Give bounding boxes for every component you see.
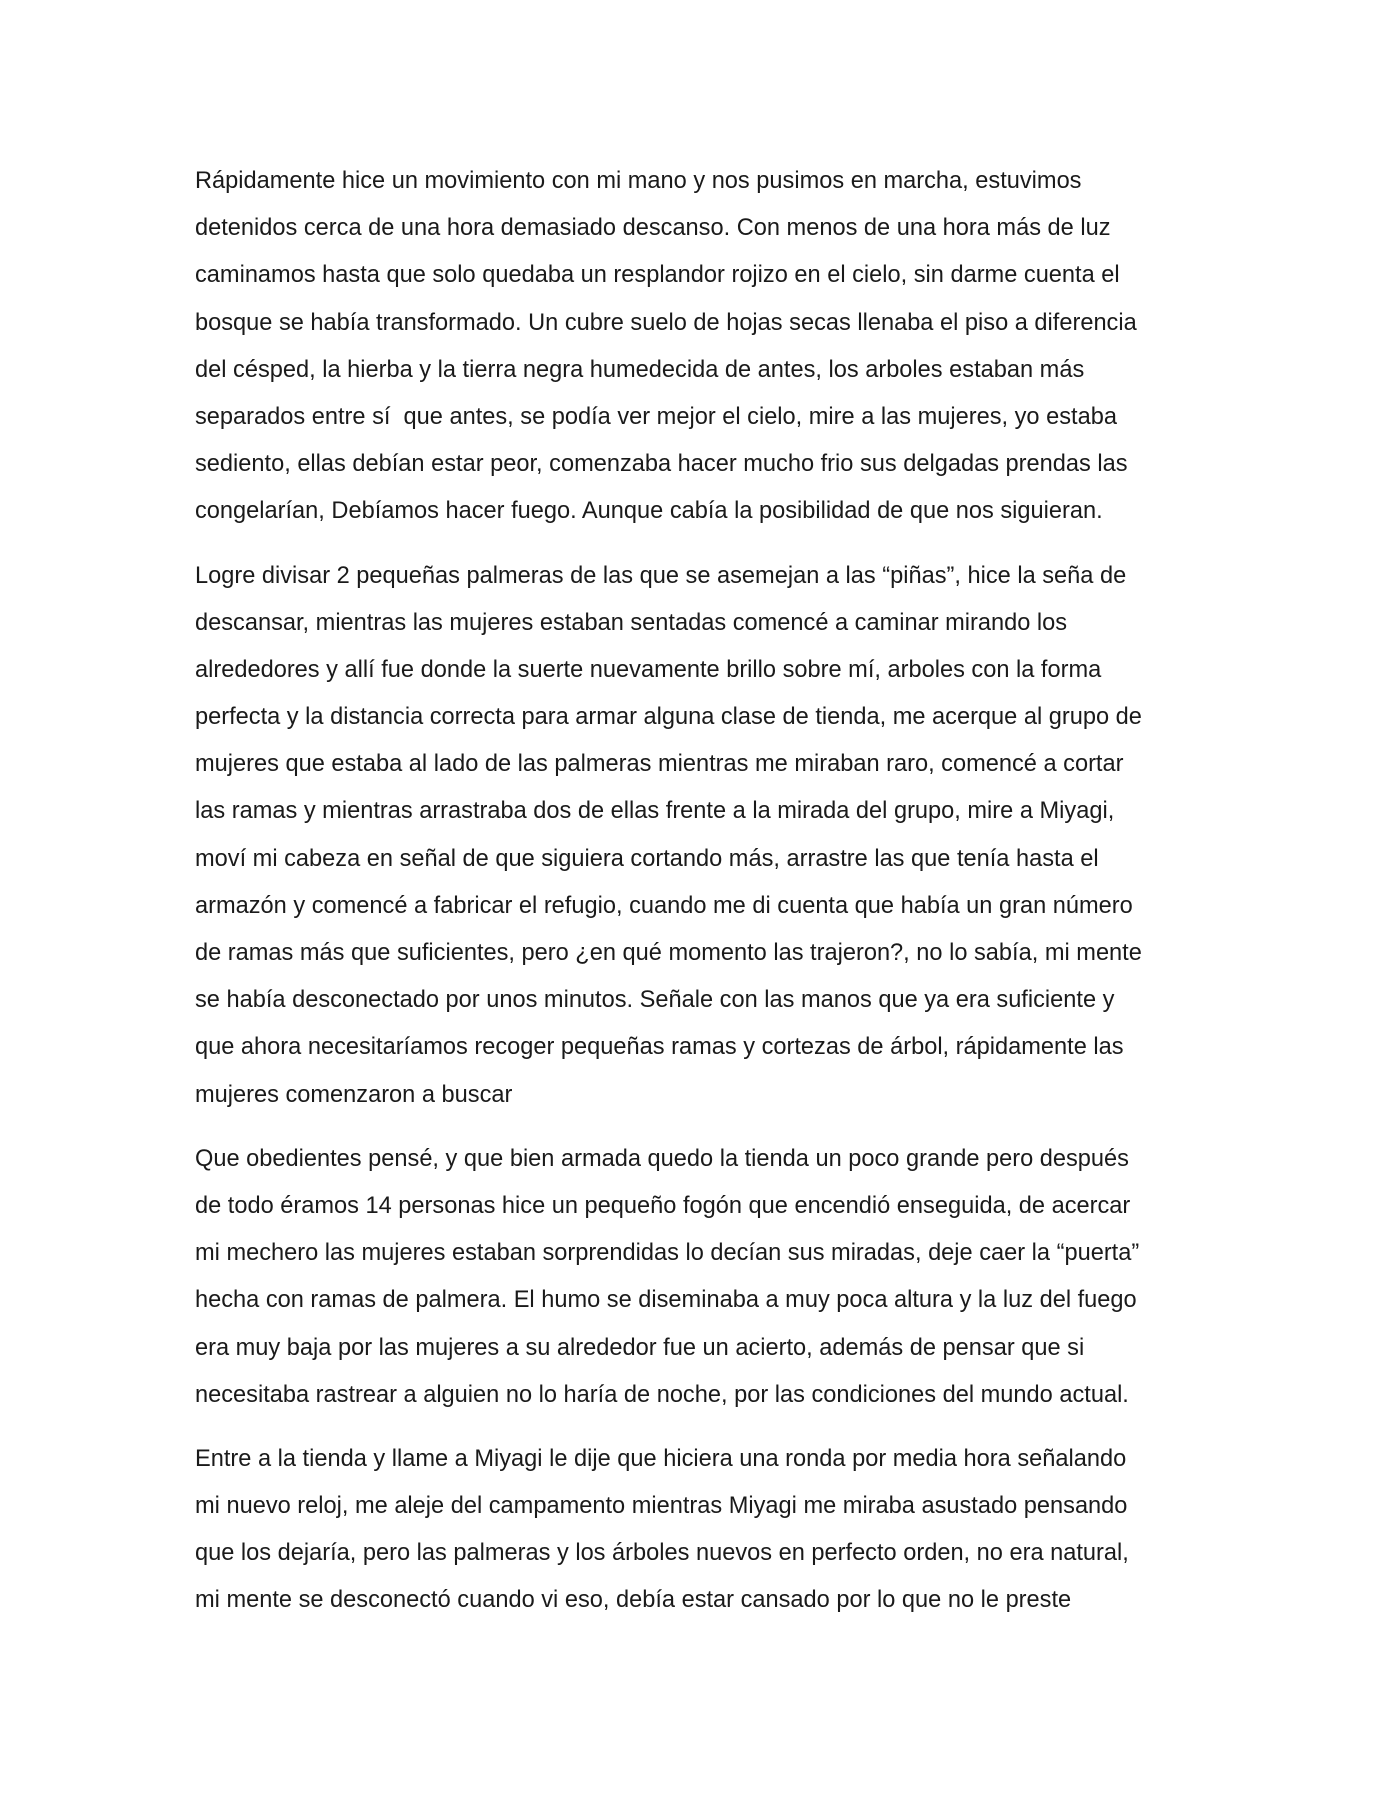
text-line: Logre divisar 2 pequeñas palmeras de las que se asemejan a las “piñas”, hice la seña de xyxy=(195,562,1127,589)
text-line: del césped, la hierba y la tierra negra humedecida de antes, los arboles estaban más xyxy=(195,356,1085,383)
text-line: alrededores y allí fue donde la suerte nuevamente brillo sobre mí, arboles con la forma xyxy=(195,656,1102,683)
text-line: mujeres que estaba al lado de las palmeras mientras me miraban raro, comencé a cortar xyxy=(195,751,1124,778)
text-line: separados entre sí que antes, se podía ver mejor el cielo, mire a las mujeres, yo estaba xyxy=(195,403,1117,430)
text-line: mi nuevo reloj, me aleje del campamento mientras Miyagi me miraba asustado pensando xyxy=(195,1493,1128,1520)
text-line: perfecta y la distancia correcta para armar alguna clase de tienda, me acerque al grupo de xyxy=(195,704,1142,731)
text-line: las ramas y mientras arrastraba dos de ellas frente a la mirada del grupo, mire a Miyagi, xyxy=(195,798,1115,825)
document-body xyxy=(195,158,1215,1642)
text-line: sediento, ellas debían estar peor, comenzaba hacer mucho frio sus delgadas prendas las xyxy=(195,451,1128,478)
text-line: hecha con ramas de palmera. El humo se diseminaba a muy poca altura y la luz del fuego xyxy=(195,1287,1137,1314)
paragraph xyxy=(195,1436,1215,1625)
text-line: Rápidamente hice un movimiento con mi mano y nos pusimos en marcha, estuvimos xyxy=(195,168,1082,194)
paragraph xyxy=(195,158,1215,536)
text-line: de ramas más que suficientes, pero ¿en qué momento las trajeron?, no lo sabía, mi mente xyxy=(195,940,1142,966)
text-line: se había desconectado por unos minutos. Señale con las manos que ya era suficiente y xyxy=(195,987,1115,1014)
text-line: mi mente se desconectó cuando vi eso, debía estar cansado por lo que no le preste xyxy=(195,1587,1072,1614)
text-line: descansar, mientras las mujeres estaban sentadas comencé a caminar mirando los xyxy=(195,609,1068,636)
text-line: necesitaba rastrear a alguien no lo haría de noche, por las condiciones del mundo actual. xyxy=(195,1381,1129,1408)
text-line: detenidos cerca de una hora demasiado descanso. Con menos de una hora más de luz xyxy=(195,215,1111,242)
text-line: caminamos hasta que solo quedaba un resplandor rojizo en el cielo, sin darme cuenta el xyxy=(195,262,1120,289)
text-line: Entre a la tienda y llame a Miyagi le dije que hiciera una ronda por media hora señalando xyxy=(195,1445,1127,1472)
text-line: congelarían, Debíamos hacer fuego. Aunque cabía la posibilidad de que nos siguieran. xyxy=(195,498,1103,525)
text-line: mujeres comenzaron a buscar xyxy=(195,1081,513,1108)
text-line: era muy baja por las mujeres a su alrededor fue un acierto, además de pensar que si xyxy=(195,1334,1085,1361)
text-line: moví mi cabeza en señal de que siguiera cortando más, arrastre las que tenía hasta el xyxy=(195,845,1099,872)
text-line: que ahora necesitaríamos recoger pequeñas ramas y cortezas de árbol, rápidamente las xyxy=(195,1034,1124,1061)
paragraph xyxy=(195,1136,1215,1419)
text-line: armazón y comencé a fabricar el refugio, cuando me di cuenta que había un gran número xyxy=(195,892,1133,919)
text-line: mi mechero las mujeres estaban sorprendidas lo decían sus miradas, deje caer la “puerta” xyxy=(195,1240,1140,1267)
text-line: que los dejaría, pero las palmeras y los árboles nuevos en perfecto orden, no era natural, xyxy=(195,1540,1129,1567)
paragraph xyxy=(195,553,1215,1119)
text-line: de todo éramos 14 personas hice un pequeño fogón que encendió enseguida, de acercar xyxy=(195,1192,1131,1219)
text-line: bosque se había transformado. Un cubre suelo de hojas secas llenaba el piso a diferencia xyxy=(195,309,1137,336)
text-line: Que obedientes pensé, y que bien armada quedo la tienda un poco grande pero después xyxy=(195,1145,1129,1172)
